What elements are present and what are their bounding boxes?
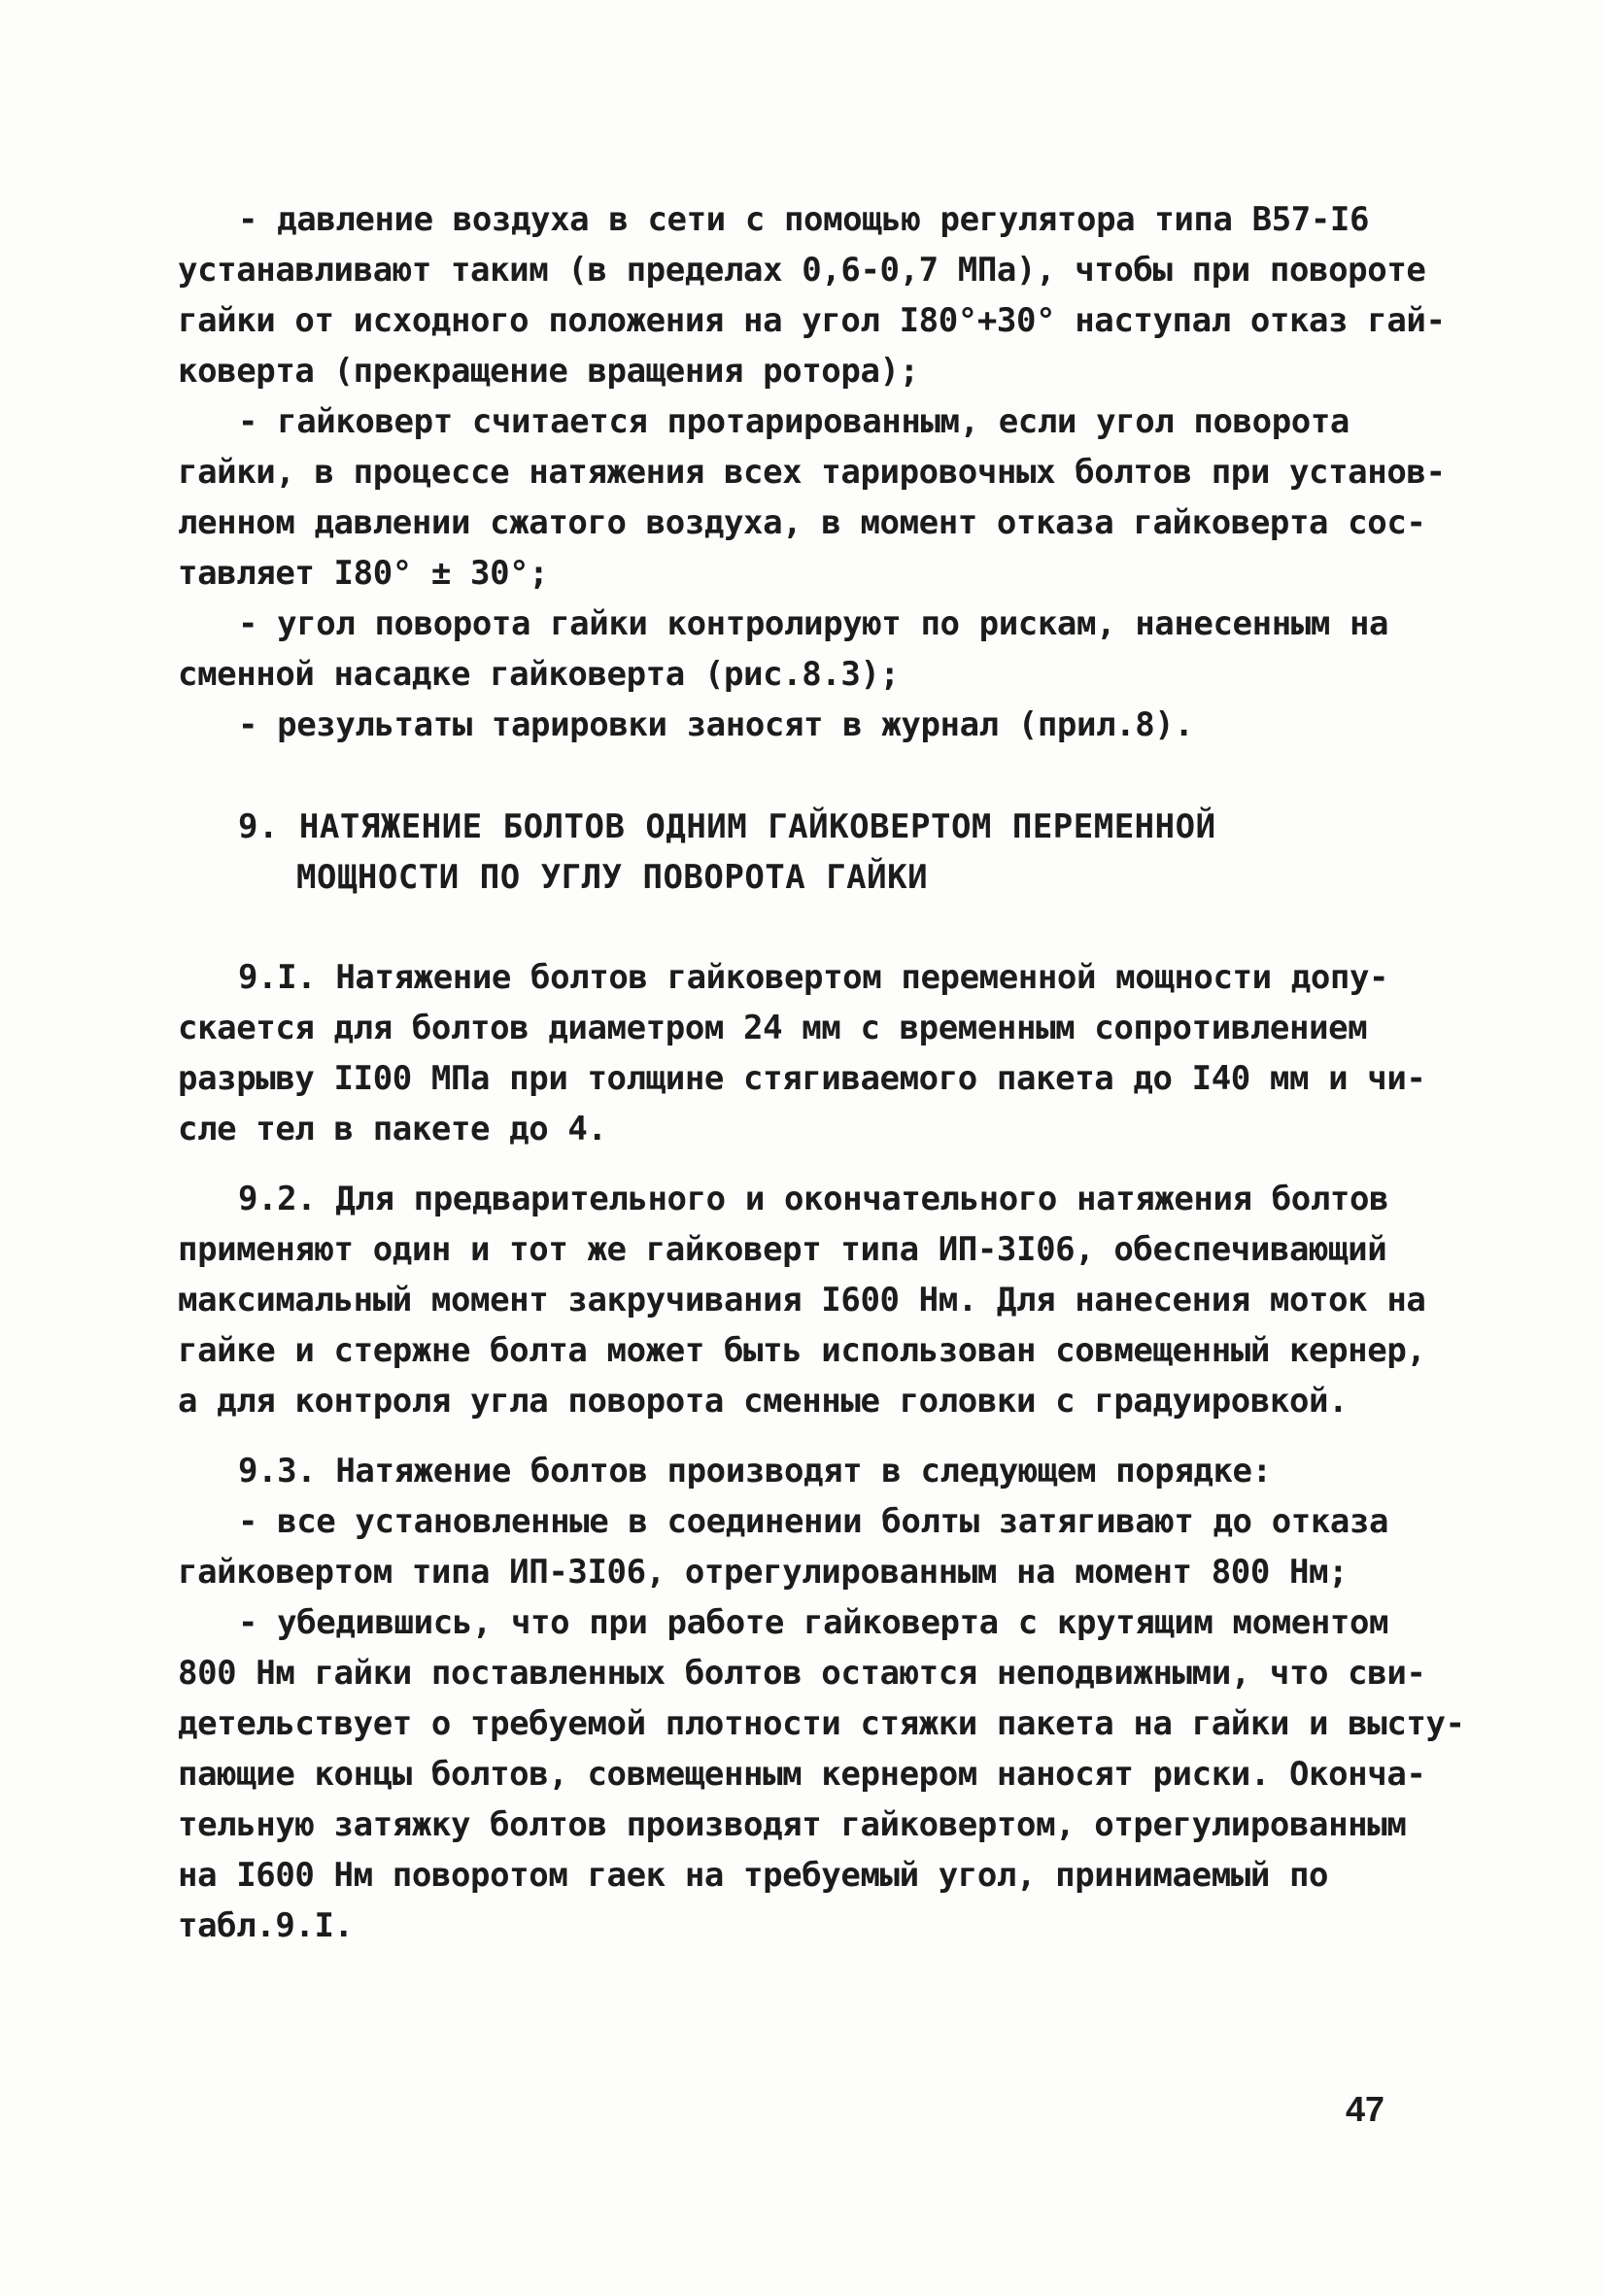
text-line: - все установленные в соединении болты затягивают до отказа <box>238 1502 1389 1541</box>
text-line: гайковертом типа ИП-3I06, отрегулированным на момент 800 Нм; <box>178 1553 1349 1592</box>
page-number: 47 <box>1346 2089 1385 2129</box>
text-line: пающие концы болтов, совмещенным кернером наносят риски. Оконча- <box>178 1755 1426 1794</box>
text-line: коверта (прекращение вращения ротора); <box>178 352 919 391</box>
text-line: - результаты тарировки заносят в журнал (прил.8). <box>238 705 1194 744</box>
text-line: ленном давлении сжатого воздуха, в момент отказа гайковерта сос- <box>178 503 1426 542</box>
section-heading-line-1: 9. НАТЯЖЕНИЕ БОЛТОВ ОДНИМ ГАЙКОВЕРТОМ ПЕРЕМЕННОЙ <box>238 807 1216 846</box>
section-heading-line-2: МОЩНОСТИ ПО УГЛУ ПОВОРОТА ГАЙКИ <box>296 858 929 897</box>
text-line: гайке и стержне болта может быть использован совмещенный кернер, <box>178 1331 1426 1370</box>
text-line: тавляет I80° ± 30°; <box>178 554 549 593</box>
text-line: детельствует о требуемой плотности стяжки пакета на гайки и высту- <box>178 1704 1465 1743</box>
text-line: 9.3. Натяжение болтов производят в следующем порядке: <box>238 1452 1272 1491</box>
text-line: 800 Нм гайки поставленных болтов остаются неподвижными, что сви- <box>178 1654 1426 1693</box>
text-line: - давление воздуха в сети с помощью регулятора типа В57-I6 <box>238 200 1370 239</box>
text-line: а для контроля угла поворота сменные головки с градуировкой. <box>178 1382 1349 1421</box>
text-line: разрыву II00 МПа при толщине стягиваемого пакета до I40 мм и чи- <box>178 1059 1426 1098</box>
text-line: на I600 Нм поворотом гаек на требуемый угол, принимаемый по <box>178 1856 1329 1895</box>
text-line: 9.2. Для предварительного и окончательного натяжения болтов <box>238 1180 1389 1218</box>
text-line: скается для болтов диаметром 24 мм с временным сопротивлением <box>178 1009 1368 1047</box>
text-line: - гайковерт считается протарированным, если угол поворота <box>238 402 1350 441</box>
text-line: сле тел в пакете до 4. <box>178 1110 607 1148</box>
text-line: гайки, в процессе натяжения всех тарировочных болтов при установ- <box>178 453 1446 492</box>
text-line: максимальный момент закручивания I600 Нм. Для нанесения моток на <box>178 1281 1426 1319</box>
text-line: - убедившись, что при работе гайковерта с крутящим моментом <box>238 1603 1389 1642</box>
text-line: - угол поворота гайки контролируют по рискам, нанесенным на <box>238 604 1389 643</box>
text-line: тельную затяжку болтов производят гайковертом, отрегулированным <box>178 1805 1407 1844</box>
text-line: табл.9.I. <box>178 1906 354 1945</box>
text-line: 9.I. Натяжение болтов гайковертом переменной мощности допу- <box>238 958 1389 997</box>
text-line: применяют один и тот же гайковерт типа ИП-3I06, обеспечивающий <box>178 1230 1387 1269</box>
text-line: гайки от исходного положения на угол I80°+30° наступал отказ гай- <box>178 301 1446 340</box>
text-line: устанавливают таким (в пределах 0,6-0,7 МПа), чтобы при повороте <box>178 251 1426 290</box>
text-line: сменной насадке гайковерта (рис.8.3); <box>178 655 900 694</box>
